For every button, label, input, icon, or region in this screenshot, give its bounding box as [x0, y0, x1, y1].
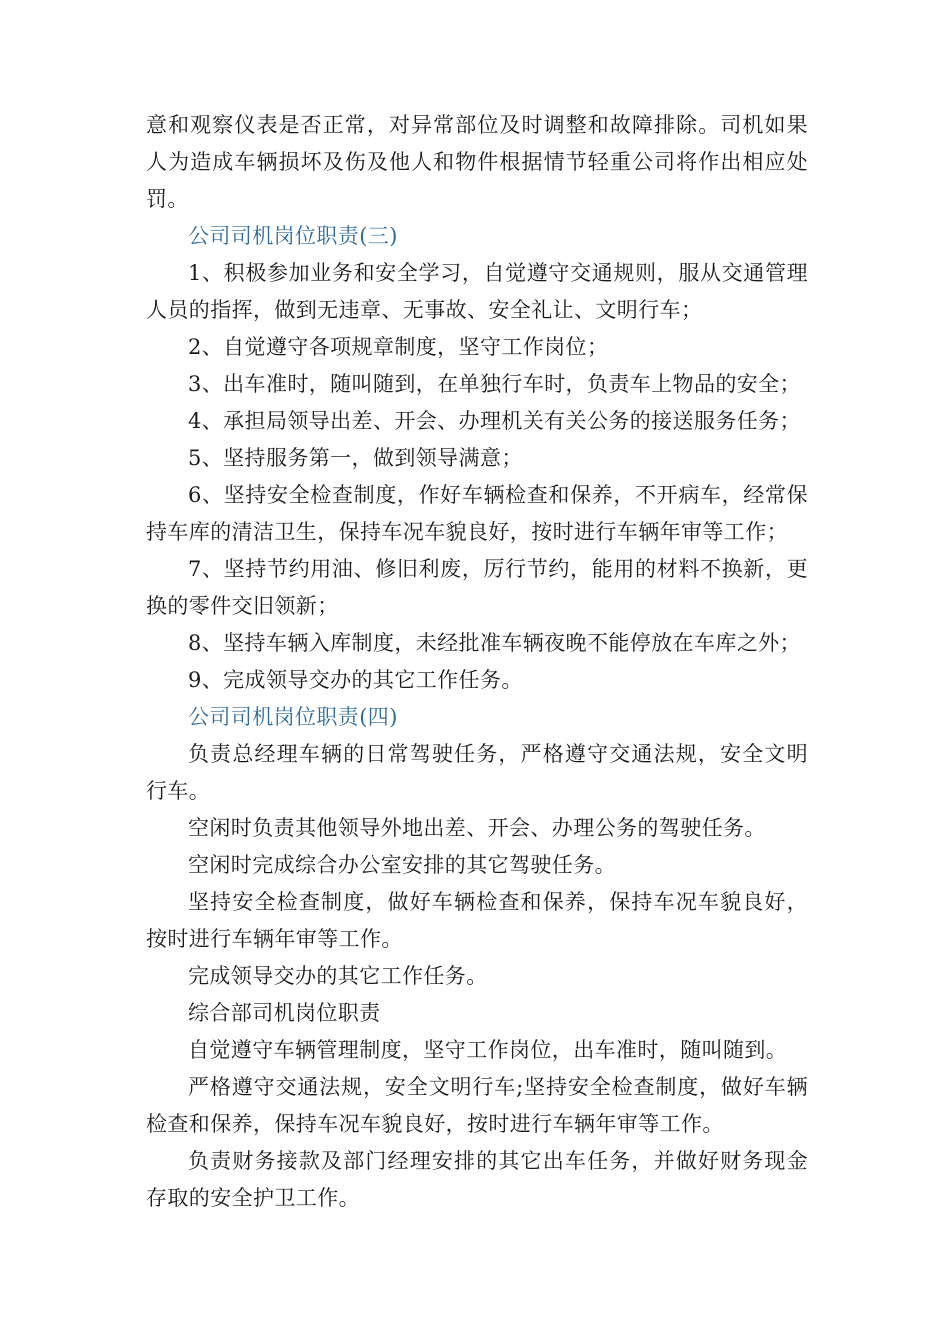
section-3-item: 9、完成领导交办的其它工作任务。	[188, 668, 523, 692]
document-page	[146, 107, 808, 1217]
section-3-item: 5、坚持服务第一，做到领导满意；	[188, 446, 523, 470]
section-3-item: 8、坚持车辆入库制度，未经批准车辆夜晚不能停放在车库之外；	[188, 631, 801, 655]
section-4-item: 坚持安全检查制度，做好车辆检查和保养，保持车况车貌良好，按时进行车辆年审等工作。	[146, 890, 808, 951]
section-4-item: 空闲时完成综合办公室安排的其它驾驶任务。	[188, 853, 616, 877]
section-5-heading: 综合部司机岗位职责	[188, 1001, 381, 1025]
section-3-item: 2、自觉遵守各项规章制度，坚守工作岗位；	[188, 335, 609, 359]
section-4-item: 空闲时负责其他领导外地出差、开会、办理公务的驾驶任务。	[188, 816, 766, 840]
section-3-item: 3、出车准时，随叫随到，在单独行车时，负责车上物品的安全；	[188, 372, 801, 396]
section-5-item: 负责财务接款及部门经理安排的其它出车任务，并做好财务现金存取的安全护卫工作。	[146, 1149, 808, 1210]
section-5-item: 自觉遵守车辆管理制度，坚守工作岗位，出车准时，随叫随到。	[188, 1038, 788, 1062]
section-3-heading: 公司司机岗位职责(三)	[188, 224, 398, 248]
section-4-item: 负责总经理车辆的日常驾驶任务，严格遵守交通法规，安全文明行车。	[146, 742, 808, 803]
intro-paragraph: 意和观察仪表是否正常，对异常部位及时调整和故障排除。司机如果人为造成车辆损坏及伤及他人和物件根据情节轻重公司将作出相应处罚。	[146, 113, 808, 211]
section-3-item: 7、坚持节约用油、修旧利废，厉行节约，能用的材料不换新，更换的零件交旧领新；	[146, 557, 808, 618]
section-4-item: 完成领导交办的其它工作任务。	[188, 964, 488, 988]
section-3-item: 4、承担局领导出差、开会、办理机关有关公务的接送服务任务；	[188, 409, 801, 433]
section-4-heading: 公司司机岗位职责(四)	[188, 705, 398, 729]
section-3-item: 1、积极参加业务和安全学习，自觉遵守交通规则，服从交通管理人员的指挥，做到无违章、无事故、安全礼让、文明行车；	[146, 261, 808, 322]
section-5-item: 严格遵守交通法规，安全文明行车;坚持安全检查制度，做好车辆检查和保养，保持车况车貌良好，按时进行车辆年审等工作。	[146, 1075, 808, 1136]
section-3-item: 6、坚持安全检查制度，作好车辆检查和保养，不开病车，经常保持车库的清洁卫生，保持车况车貌良好，按时进行车辆年审等工作；	[146, 483, 808, 544]
